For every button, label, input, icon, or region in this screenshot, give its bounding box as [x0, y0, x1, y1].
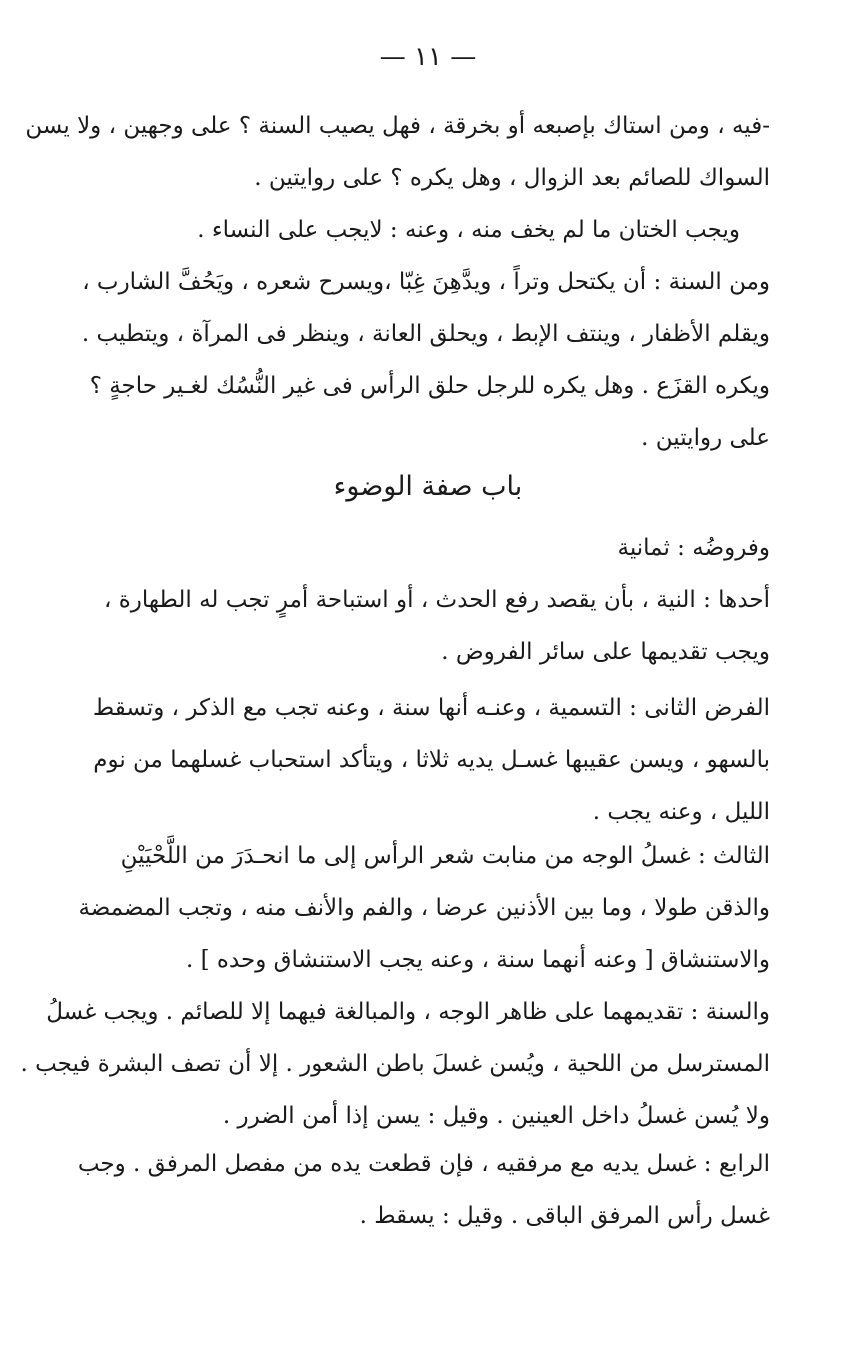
- paragraph-block-1: [25, 100, 770, 464]
- text-line: ويكره القزَع . وهل يكره للرجل حلق الرأس فى غير النُّسُك لغـير حاجةٍ ؟: [89, 373, 770, 399]
- page-number: — ١١ —: [379, 42, 477, 72]
- text-line: غسل رأس المرفق الباقى . وقيل : يسقط .: [359, 1203, 770, 1229]
- text-line: الرابع : غسل يديه مع مرفقيه ، فإن قطعت يده من مفصل المرفق . وجب: [77, 1151, 770, 1177]
- paragraph-block-2: [104, 522, 770, 678]
- text-line: الثالث : غسلُ الوجه من منابت شعر الرأس إلى ما انحـدَرَ من اللَّحْيَيْنِ: [120, 843, 770, 869]
- text-line: ولا يُسن غسلُ داخل العينين . وقيل : يسن إذا أمن الضرر .: [222, 1103, 770, 1129]
- text-line: على روايتين .: [641, 425, 770, 451]
- paragraph-block-4: [20, 830, 770, 1142]
- text-line: الليل ، وعنه يجب .: [592, 799, 770, 825]
- text-line: والسنة : تقديمهما على ظاهر الوجه ، والمبالغة فيهما إلا للصائم . ويجب غسلُ: [46, 999, 770, 1025]
- text-line: والذقن طولا ، وما بين الأذنين عرضا ، والفم والأنف منه ، وتجب المضمضة: [78, 895, 770, 921]
- text-line: بالسهو ، ويسن عقيبها غسـل يديه ثلاثا ، ويتأكد استحباب غسلهما من نوم: [93, 747, 770, 773]
- paragraph-block-3: [92, 682, 770, 838]
- text-line: الفرض الثانى : التسمية ، وعنـه أنها سنة ، وعنه تجب مع الذكر ، وتسقط: [92, 695, 770, 721]
- text-line: السواك للصائم بعد الزوال ، وهل يكره ؟ على روايتين .: [254, 165, 770, 191]
- text-line: ويجب تقديمها على سائر الفروض .: [441, 639, 770, 665]
- text-line: ويقلم الأظفار ، وينتف الإبط ، ويحلق العانة ، وينظر فى المرآة ، ويتطيب .: [81, 321, 770, 347]
- text-line: أحدها : النية ، بأن يقصد رفع الحدث ، أو استباحة أمرٍ تجب له الطهارة ،: [104, 587, 770, 613]
- text-line: ويجب الختان ما لم يخف منه ، وعنه : لايجب على النساء .: [197, 217, 740, 243]
- text-line: وفروضُه : ثمانية: [617, 535, 770, 561]
- paragraph-block-5: [77, 1138, 770, 1242]
- text-line: والاستنشاق [ وعنه أنهما سنة ، وعنه يجب الاستنشاق وحده ] .: [186, 947, 770, 973]
- text-line: ومن السنة : أن يكتحل وتراً ، ويدَّهِنَ غِبّا ،ويسرح شعره ، ويَحُفَّ الشارب ،: [82, 269, 770, 295]
- text-line: المسترسل من اللحية ، ويُسن غسلَ باطن الشعور . إلا أن تصف البشرة فيجب .: [20, 1051, 770, 1077]
- section-heading: باب صفة الوضوء: [333, 471, 523, 502]
- text-line: -فيه ، ومن استاك بإصبعه أو بخرقة ، فهل يصيب السنة ؟ على وجهين ، ولا يسن: [25, 113, 770, 139]
